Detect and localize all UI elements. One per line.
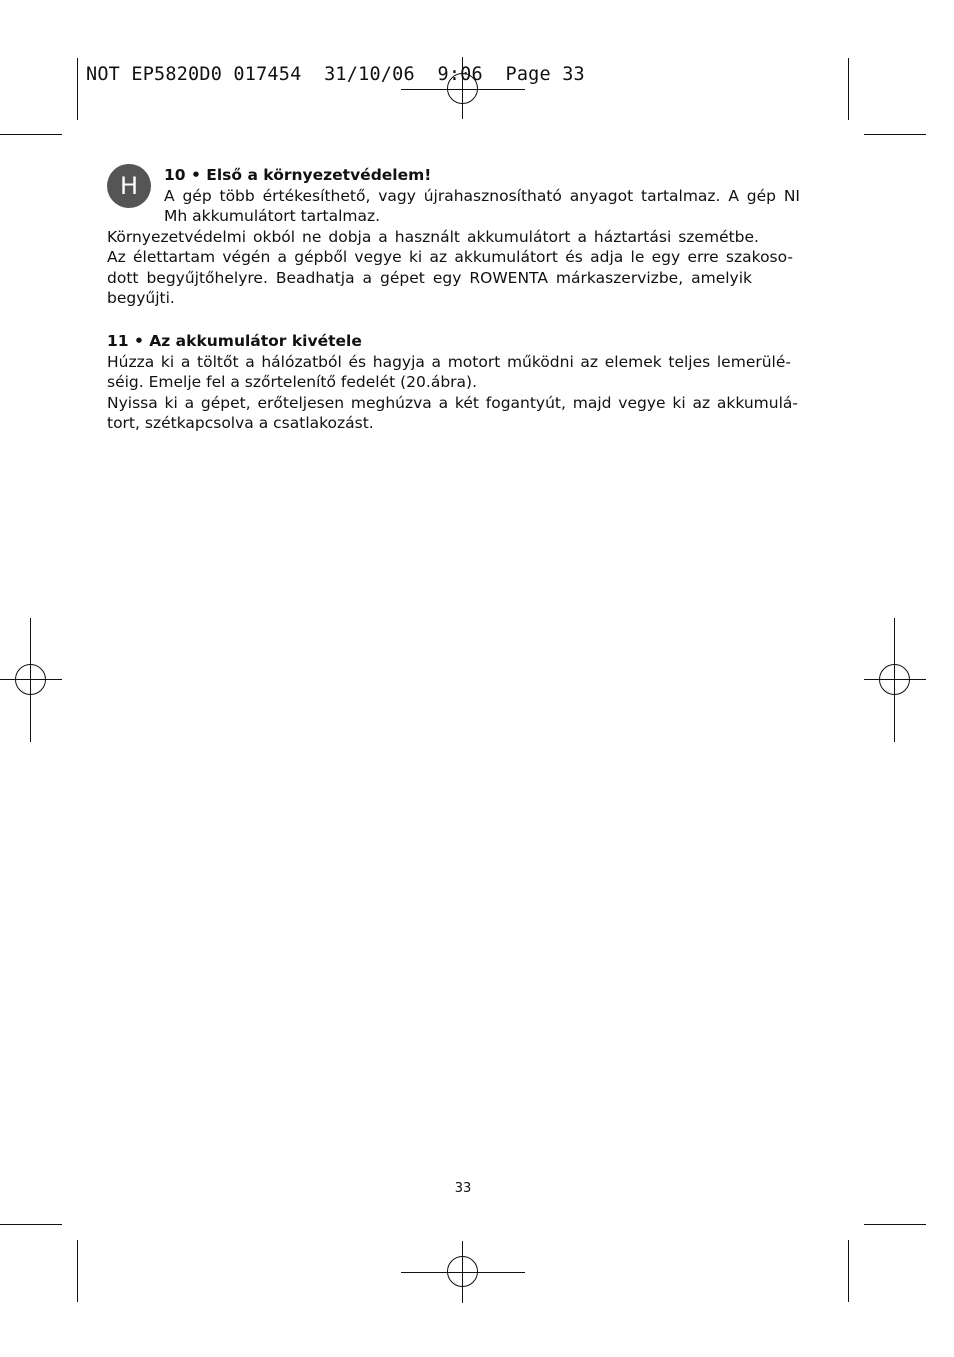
crop-mark-bottom-left-vertical	[77, 1240, 78, 1302]
section-11-line: tort, szétkapcsolva a csatlakozást.	[107, 414, 374, 432]
print-slug: NOT EP5820D0 017454 31/10/06 9:06 Page 33	[86, 64, 585, 85]
section-10-line: dott begyűjtőhelyre. Beadhatja a gépet egy ROWENTA márkaszervizbe, amelyik	[107, 268, 752, 287]
section-11	[107, 331, 800, 434]
crop-mark-bottom-right-horizontal	[864, 1224, 926, 1225]
page-number: 33	[454, 1181, 472, 1196]
section-10-heading: 10 • Első a környezetvédelem!	[164, 166, 432, 184]
section-11-line: Húzza ki a töltőt a hálózatból és hagyja a motort működni az elemek teljes lemerülé-	[107, 352, 791, 371]
section-10-line: begyűjti.	[107, 289, 175, 307]
crop-mark-top-right-vertical	[848, 58, 849, 120]
section-11-heading: 11 • Az akkumulátor kivétele	[107, 332, 362, 350]
crop-mark-top-left-horizontal	[0, 134, 62, 135]
section-11-line: Nyissa ki a gépet, erőteljesen meghúzva a két fogantyút, majd vegye ki az akkumulá-	[107, 393, 798, 412]
section-10-line: A gép több értékesíthető, vagy újrahasznosítható anyagot tartalmaz. A gép NI	[164, 186, 800, 205]
language-badge: H	[107, 164, 151, 208]
section-10-line: Környezetvédelmi okból ne dobja a használt akkumulátort a háztartási szemétbe.	[107, 227, 759, 246]
section-10-line: Mh akkumulátort tartalmaz.	[164, 207, 381, 225]
section-10-line: Az élettartam végén a gépből vegye ki az akkumulátort és adja le egy erre szakoso-	[107, 248, 793, 266]
section-10	[107, 165, 800, 309]
crop-mark-bottom-left-horizontal	[0, 1224, 62, 1225]
crop-mark-top-right-horizontal	[864, 134, 926, 135]
crop-mark-top-left-vertical	[77, 58, 78, 120]
section-11-line: séig. Emelje fel a szőrtelenítő fedelét (20.ábra).	[107, 373, 478, 391]
crop-mark-bottom-right-vertical	[848, 1240, 849, 1302]
